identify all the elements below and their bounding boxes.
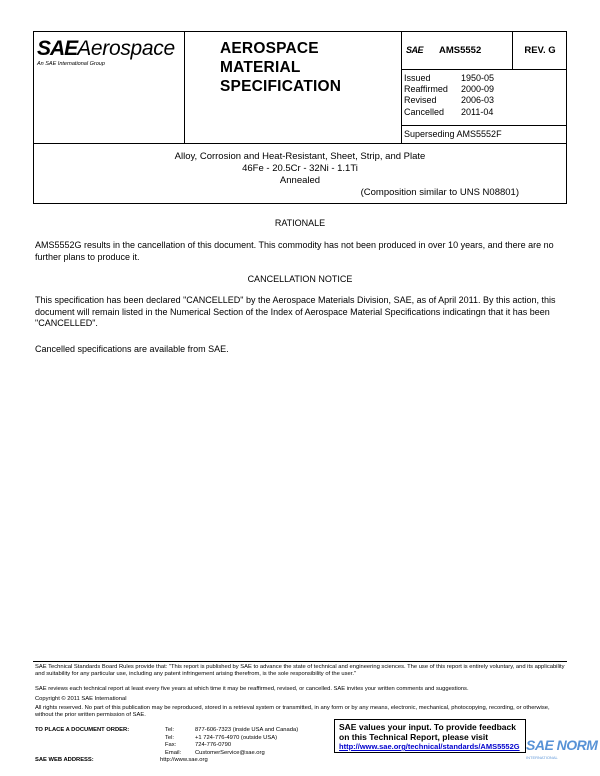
footer-copyright: Copyright © 2011 SAE International <box>35 696 127 702</box>
date-value: 2006-03 <box>461 95 495 106</box>
subject-line: 46Fe - 20.5Cr - 32Ni - 1.1Ti <box>242 163 358 174</box>
subject-line: Annealed <box>279 175 321 186</box>
logo-aerospace-text: Aerospace <box>77 37 175 60</box>
header-divider <box>401 69 566 70</box>
title-line: SPECIFICATION <box>220 78 342 95</box>
date-label: Issued <box>404 73 431 83</box>
footer-policy: SAE Technical Standards Board Rules provide that: "This report is published by SAE to advance the state of technical and engineering sciences. The use of this report is entirely voluntary, and its applicability and suitability for any particular use, including any patent infringement arising therefrom, is the sole responsibility of the user." <box>35 664 565 677</box>
sae-aerospace-logo <box>37 38 187 67</box>
contact-key: Tel: <box>165 727 175 733</box>
document-number: AMS5552 <box>439 45 482 56</box>
footer-rights: All rights reserved. No part of this publication may be reproduced, stored in a retrieval system or transmitted, in any form or by any means, electronic, mechanical, photocopying, recording, or otherwise, without the prior written permission of SAE. <box>35 705 550 718</box>
cancellation-heading: CANCELLATION NOTICE <box>247 274 353 284</box>
contact-value: 724-776-0790 <box>195 742 232 749</box>
footer-review: SAE reviews each technical report at least every five years at which time it may be reaffirmed, revised, or cancelled. SAE invites your written comments and suggestions. <box>35 686 469 692</box>
logo-sae-text: SAE <box>37 37 78 60</box>
cancellation-text: This specification has been declared "CANCELLED" by the Aerospace Materials Division, SAE, as of April 2011. By this action, this document will remain listed in the Numerical Section of the Index of Aerospace Material Specifications indicatingn that it has been "CANCELLED". <box>35 295 556 328</box>
material-subject <box>33 144 567 204</box>
feedback-link[interactable]: http://www.sae.org/technical/standards/AMS5552G <box>339 742 520 751</box>
header-divider <box>401 125 566 126</box>
title-line: MATERIAL <box>220 59 301 76</box>
title-line: AEROSPACE <box>220 40 319 57</box>
sae-mark: SAE <box>406 45 424 55</box>
composition-note: (Composition similar to UNS N08801) <box>360 187 519 198</box>
contact-value: 877-606-7323 (inside USA and Canada) <box>195 727 299 733</box>
feedback-line: on this Technical Report, please visit <box>339 731 489 742</box>
watermark-text: SAE NORM <box>526 737 598 753</box>
date-value: 2000-09 <box>461 84 495 95</box>
web-address-label: SAE WEB ADDRESS: <box>35 757 94 763</box>
feedback-box <box>334 719 526 753</box>
date-row <box>404 95 494 106</box>
subject-line: Alloy, Corrosion and Heat-Resistant, Sheet, Strip, and Plate <box>174 151 426 162</box>
sae-norm-watermark <box>514 737 600 767</box>
feedback-line: SAE values your input. To provide feedback <box>339 722 516 732</box>
rationale-heading: RATIONALE <box>274 218 326 228</box>
date-row <box>404 84 494 95</box>
date-row <box>404 73 494 84</box>
order-label: TO PLACE A DOCUMENT ORDER: <box>35 727 130 733</box>
document-type-title <box>220 39 341 96</box>
document-dates <box>404 73 494 118</box>
revision-label: REV. G <box>524 45 556 56</box>
contact-key: Email: <box>165 749 182 756</box>
watermark-subtext: INTERNATIONAL <box>526 755 558 760</box>
logo-subtitle: An SAE International Group <box>37 61 105 67</box>
contact-value: CustomerService@sae.org <box>195 749 265 756</box>
date-value: 1950-05 <box>461 73 495 83</box>
contact-key: Tel: <box>165 734 175 741</box>
date-label: Revised <box>404 95 437 106</box>
availability-text: Cancelled specifications are available from SAE. <box>35 344 229 354</box>
contact-value: +1 724-776-4970 (outside USA) <box>195 734 278 741</box>
document-code-row <box>401 32 568 69</box>
document-header <box>33 31 567 144</box>
date-label: Reaffirmed <box>404 84 448 95</box>
web-address-link[interactable]: http://www.sae.org <box>160 757 208 763</box>
date-label: Cancelled <box>404 106 445 117</box>
footer-rule <box>33 661 567 662</box>
rationale-text: AMS5552G results in the cancellation of this document. This commodity has not been produced in over 10 years, and there are no further plans to produce it. <box>35 240 554 262</box>
date-row <box>404 107 494 118</box>
contact-key: Fax: <box>165 742 177 749</box>
date-value: 2011-04 <box>461 106 494 117</box>
superseding-note: Superseding AMS5552F <box>404 129 502 139</box>
